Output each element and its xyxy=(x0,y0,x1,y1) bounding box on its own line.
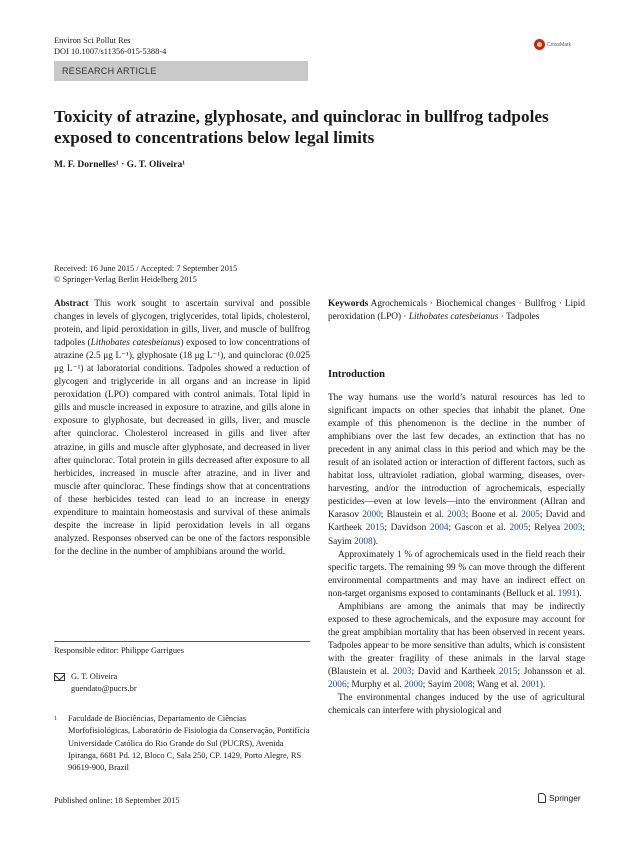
corresponding-name: G. T. Oliveira xyxy=(71,672,118,681)
envelope-icon xyxy=(54,673,65,681)
intro-paragraph-1: The way humans use the world’s natural resources has led to significant impacts on other species that inhabit the planet. One example of this phenomenon is the decline in the number of amphibians over the last few decades, an extinction that has no precedent in any animal class in this period and which may be the result of an isolated action or interaction of different factors, such as habitat loss, ultraviolet radiation, global warming, diseases, over-harvesting, and/or the introduction of agrochemicals, especially pesticides—even at low levels—into the environment (Allran and Karasov 2000; Blaustein et al. 2003; Boone et al. 2005; David and Kartheek 2015; Davidson 2004; Gascon et al. 2005; Relyea 2003; Sayim 2008). xyxy=(328,393,585,547)
affiliation-text: Faculdade de Biociências, Departamento de Ciências Morfofisiológicas, Laboratório de Fisiologia da Conservação, Pontifícia Universidade Católica do Rio Grande do Sul (PUCRS), Avenida Ipiranga, 6681 Pd. 12, Bloco C, Sala 250, CP. 1429, Porto Alegre, RS 90619-900, Brazil xyxy=(68,714,310,773)
abstract-species: Lithobates catesbeianus xyxy=(90,338,181,349)
citation-link[interactable]: 2004 xyxy=(429,523,449,534)
received-accepted: Received: 16 June 2015 / Accepted: 7 September 2015 xyxy=(54,264,238,273)
citation-link[interactable]: 2015 xyxy=(365,523,385,534)
corresponding-author xyxy=(54,671,310,695)
citation-link[interactable]: 2001 xyxy=(521,680,540,691)
abstract-text-1: This work sought to ascertain survival and possible changes in levels of glycogen, triglycerides, total lipids, cholesterol, protein, and lipid peroxidation in gills, liver, and muscle of bullfrog tadpoles ( xyxy=(54,299,310,349)
citation-link[interactable]: 1991 xyxy=(557,588,577,599)
crossmark-label: CrossMark xyxy=(547,41,572,48)
intro-paragraph-2: Approximately 1 % of agrochemicals used in the field reach their specific targets. The remaining 99 % can move through the different environmental compartments and may have an indirect effect on non-target organisms exposed to contaminants (Belluck et al. 1991). xyxy=(328,549,585,599)
abstract xyxy=(54,298,310,559)
crossmark-badge[interactable] xyxy=(534,37,586,52)
corresponding-email[interactable]: guendato@pucrs.br xyxy=(71,684,137,693)
citation-link[interactable]: 2008 xyxy=(453,680,473,691)
keywords-text: Agrochemicals · Biochemical changes · Bullfrog · Lipid peroxidation (LPO) · xyxy=(328,299,586,323)
keywords xyxy=(328,298,585,324)
citation-link[interactable]: 2005 xyxy=(509,523,529,534)
footnote-divider xyxy=(54,641,310,642)
intro-paragraph-3: Amphibians are among the animals that may be indirectly exposed to these agrochemicals, and the exposure may account for the great amphibian mortality that has been observed in recent years. Tadpoles appear to be more sensitive than adults, which is consistent with the greater fragility of these animals in the larval stage (Blaustein et al. 2003; David and Kartheek 2015; Johansson et al. 2006; Murphy et al. 2000; Sayim 2008; Wang et al. 2001). xyxy=(328,601,585,691)
citation-link[interactable]: 2003 xyxy=(563,523,583,534)
article-title: Toxicity of atrazine, glyphosate, and quinclorac in bullfrog tadpoles exposed to concentrations below legal limits xyxy=(54,107,549,147)
journal-header xyxy=(54,35,166,57)
published-online: Published online: 18 September 2015 xyxy=(54,796,180,805)
abstract-label: Abstract xyxy=(54,299,89,309)
journal-name: Environ Sci Pollut Res xyxy=(54,36,131,45)
publisher-logo xyxy=(538,793,581,803)
article-type-banner: RESEARCH ARTICLE xyxy=(54,61,308,81)
copyright: © Springer-Verlag Berlin Heidelberg 2015 xyxy=(54,275,197,284)
author-list: M. F. Dornelles¹ · G. T. Oliveira¹ xyxy=(54,160,186,170)
affiliation-number: 1 xyxy=(54,716,57,722)
keywords-tail: · Tadpoles xyxy=(498,312,540,323)
citation-link[interactable]: 2008 xyxy=(354,536,373,547)
intro-paragraph-4: The environmental changes induced by the use of agricultural chemicals can interfere with physiological and xyxy=(328,693,585,717)
springer-horse-icon xyxy=(538,793,546,803)
citation-link[interactable]: 2005 xyxy=(521,510,540,521)
introduction-heading: Introduction xyxy=(328,369,385,380)
citation-link[interactable]: 2000 xyxy=(404,680,423,691)
doi[interactable]: DOI 10.1007/s11356-015-5388-4 xyxy=(54,47,167,56)
citation-link[interactable]: 2003 xyxy=(447,510,466,521)
citation-link[interactable]: 2006 xyxy=(328,680,347,691)
responsible-editor: Responsible editor: Philippe Garrigues xyxy=(54,646,185,655)
citation-link[interactable]: 2015 xyxy=(498,666,518,677)
publisher-name: Springer xyxy=(549,793,581,803)
crossmark-icon xyxy=(534,39,545,50)
citation-link[interactable]: 2003 xyxy=(392,666,412,677)
introduction-body xyxy=(328,392,585,718)
article-dates xyxy=(54,263,237,285)
keywords-species: Lithobates catesbeianus xyxy=(408,312,499,323)
citation-link[interactable]: 2000 xyxy=(362,510,381,521)
keywords-label: Keywords xyxy=(328,299,369,309)
abstract-text-2: ) exposed to low concentrations of atrazine (2.5 μg L⁻¹), glyphosate (18 μg L⁻¹), and quinclorac (0.025 μg L⁻¹) at laboratorial conditions. Tadpoles showed a reduction of glycogen and triglyceride in all organs and an increase in lipid peroxidation (LPO) compared with control animals. Total lipid in gills and muscle increased in exposure to atrazine, and gills alone in exposure to glyphosate, but decreased in gills, liver, and muscle after quinclorac. Cholesterol increased in gills and liver after atrazine, in gills and muscle after glyphosate, and decreased in liver after quinclorac. Total protein in gills decreased after exposure to all herbicides, increased in muscle after atrazine, and in liver and muscle after quinclorac. These findings show that at concentrations of these herbicides tested can lead to an increase in energy expenditure to maintain homeostasis and survival of these animals despite the increase in lipid peroxidation levels in all organs analyzed. Responses observed can be one of the factors responsible for the decline in the number of amphibians around the world. xyxy=(54,338,310,557)
